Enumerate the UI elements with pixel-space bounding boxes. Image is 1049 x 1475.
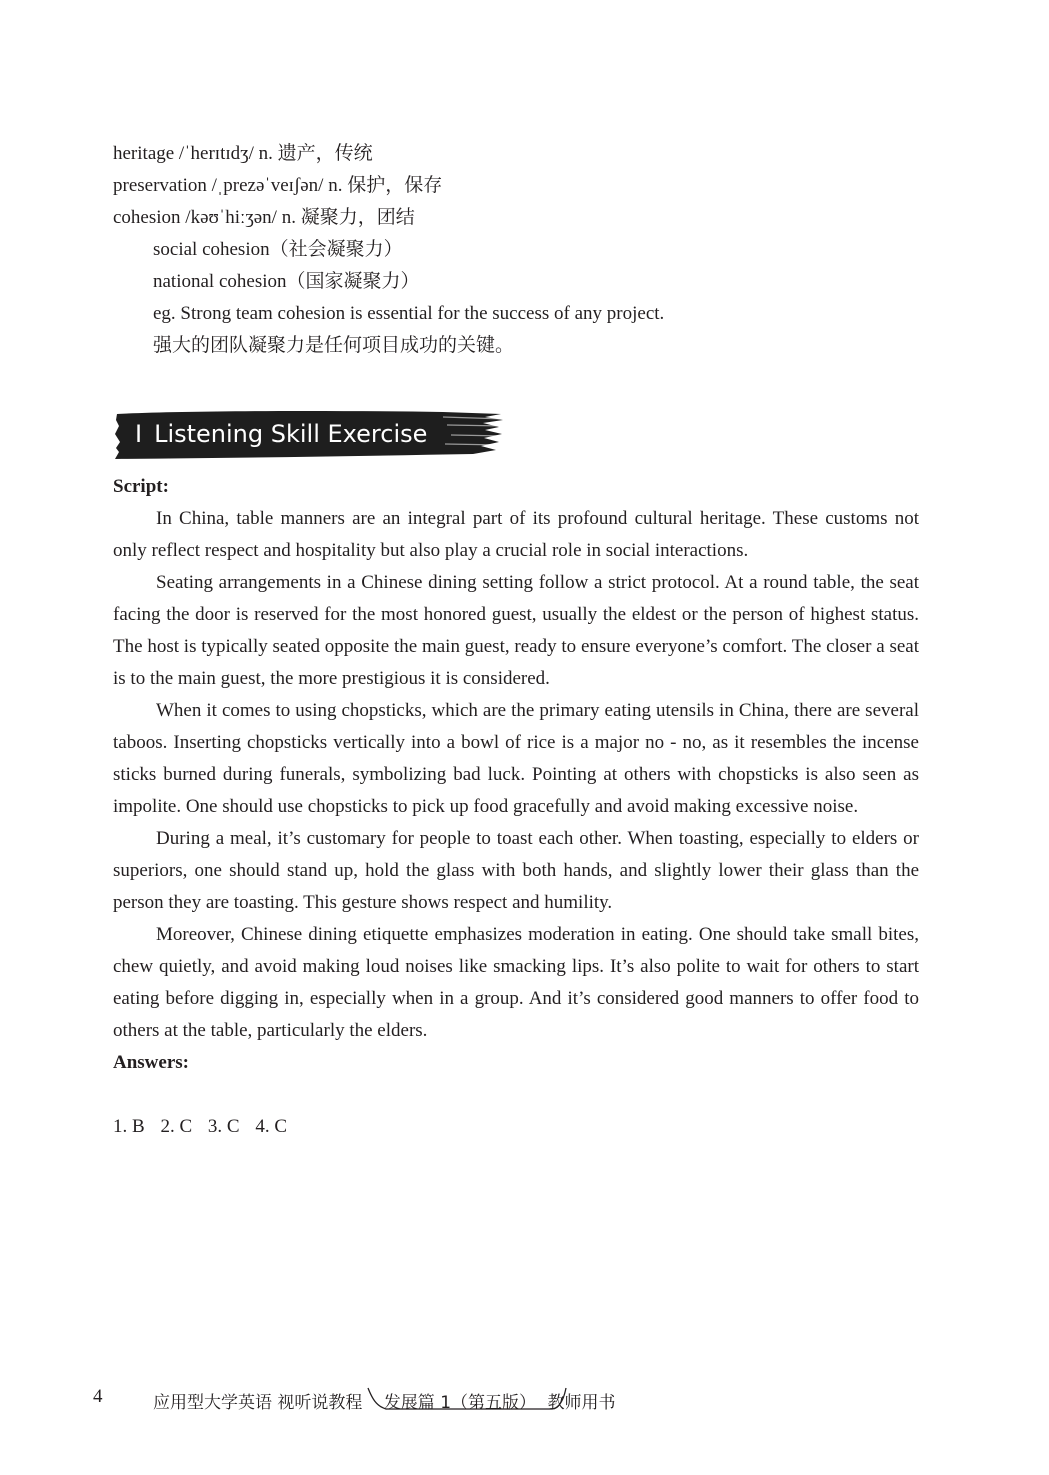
script-paragraph: In China, table manners are an integral part of its profound cultural heritage. These customs not only reflect respect and hospitality but also play a crucial role in social interactions. xyxy=(113,508,919,561)
section-title: Listening Skill Exercise xyxy=(154,420,428,448)
script-paragraph: Seating arrangements in a Chinese dining setting follow a strict protocol. At a round table, the seat facing the door is reserved for the most honored guest, usually the eldest or the person of highest status. The host is typically seated opposite the main guest, ready to ensure everyone’s comfort. The closer a seat is to the main guest, the more prestigious it is considered. xyxy=(113,572,919,689)
answer-item: 3. C xyxy=(207,1116,240,1137)
vocab-line: social cohesion（社会凝聚力） xyxy=(153,239,403,260)
section-number: I xyxy=(135,420,143,448)
vocab-line: national cohesion（国家凝聚力） xyxy=(153,271,420,292)
answers-label: Answers: xyxy=(113,1052,189,1073)
vocab-line: preservation /ˌprezəˈveɪʃən/ n. 保护，保存 xyxy=(113,175,443,196)
title-suffix: 教师用书 xyxy=(547,1393,616,1413)
section-heading-banner xyxy=(113,408,505,460)
answer-item: 1. B xyxy=(113,1116,145,1137)
book-title xyxy=(153,1388,615,1413)
page-number: 4 xyxy=(93,1386,103,1407)
vocabulary-list xyxy=(113,138,933,362)
script-content xyxy=(113,471,919,1143)
vocab-example-translation: 强大的团队凝聚力是任何项目成功的关键。 xyxy=(153,335,515,356)
vocab-example: eg. Strong team cohesion is essential for the success of any project. xyxy=(153,303,665,324)
script-paragraph: When it comes to using chopsticks, which are the primary eating utensils in China, there are several taboos. Inserting chopsticks vertically into a bowl of rice is a major no - no, as it resembles the incense sticks burned during funerals, symbolizing bad luck. Pointing at others with chopsticks is also seen as impolite. One should use chopsticks to pick up food gracefully and avoid making excessive noise. xyxy=(113,700,919,817)
page-footer xyxy=(0,1382,1049,1416)
script-paragraph: Moreover, Chinese dining etiquette emphasizes moderation in eating. One should take small bites, chew quietly, and avoid making loud noises like smacking lips. It’s also polite to wait for others to start eating before digging in, especially when in a group. And it’s considered good manners to offer food to others at the table, particularly the elders. xyxy=(113,924,919,1041)
vocab-line: heritage /ˈherɪtɪdʒ/ n. 遗产，传统 xyxy=(113,143,373,164)
vocab-line: cohesion /kəʊˈhiːʒən/ n. 凝聚力，团结 xyxy=(113,207,415,228)
script-paragraph: During a meal, it’s customary for people to toast each other. When toasting, especially to elders or superiors, one should stand up, hold the glass with both hands, and slightly lower their glass than the person they are toasting. This gesture shows respect and humility. xyxy=(113,828,919,913)
series-title: 应用型大学英语 视听说教程 xyxy=(153,1393,363,1413)
script-label: Script: xyxy=(113,476,169,497)
edition-label: 发展篇 1（第五版） xyxy=(368,1388,532,1413)
answer-item: 4. C xyxy=(255,1116,287,1137)
answer-item: 2. C xyxy=(160,1116,193,1137)
answers-list xyxy=(113,1111,919,1143)
